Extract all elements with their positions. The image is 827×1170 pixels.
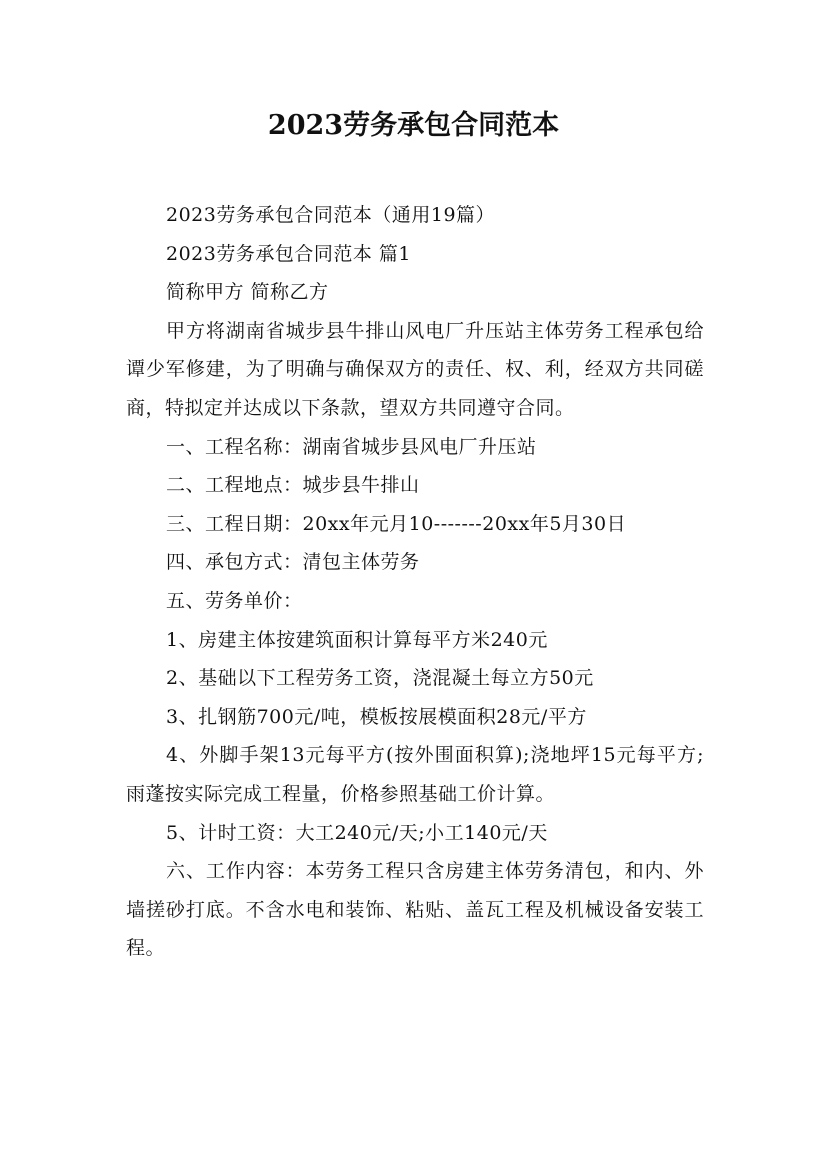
paragraph-project-location: 二、工程地点：城步县牛排山 — [166, 474, 420, 497]
paragraph-intro: 甲方将湖南省城步县牛排山风电厂升压站主体劳务工程承包给谭少军修建，为了明确与确保双方的责任、权、利，经双方共同磋商，特拟定并达成以下条款，望双方共同遵守合同。 — [126, 319, 704, 419]
paragraph-price-item-3: 3、扎钢筋700元/吨，模板按展模面积28元/平方 — [166, 705, 587, 728]
paragraph-work-content: 六、工作内容：本劳务工程只含房建主体劳务清包，和内、外墙搓砂打底。不含水电和装饰、粘贴、盖瓦工程及机械设备安装工程。 — [126, 860, 704, 960]
document-body — [126, 196, 704, 968]
paragraph-price-item-5: 5、计时工资：大工240元/天;小工140元/天 — [166, 821, 548, 844]
paragraph-subtitle: 2023劳务承包合同范本（通用19篇） — [166, 204, 496, 226]
paragraph-price-item-1: 1、房建主体按建筑面积计算每平方米240元 — [166, 628, 548, 651]
paragraph-price-item-4: 4、外脚手架13元每平方(按外围面积算);浇地坪15元每平方;雨蓬按实际完成工程量，价格参照基础工价计算。 — [126, 744, 704, 805]
paragraph-section-heading: 2023劳务承包合同范本 篇1 — [166, 242, 411, 265]
paragraph-contract-method: 四、承包方式：清包主体劳务 — [166, 551, 420, 574]
paragraph-price-item-2: 2、基础以下工程劳务工资，浇混凝土每立方50元 — [166, 667, 594, 690]
paragraph-parties: 简称甲方 简称乙方 — [166, 281, 329, 304]
paragraph-project-name: 一、工程名称：湖南省城步县风电厂升压站 — [166, 435, 537, 458]
document-title: 2023劳务承包合同范本 — [267, 110, 560, 141]
paragraph-project-dates: 三、工程日期：20xx年元月10-------20xx年5月30日 — [166, 512, 627, 535]
paragraph-unit-price-heading: 五、劳务单价： — [166, 589, 303, 612]
